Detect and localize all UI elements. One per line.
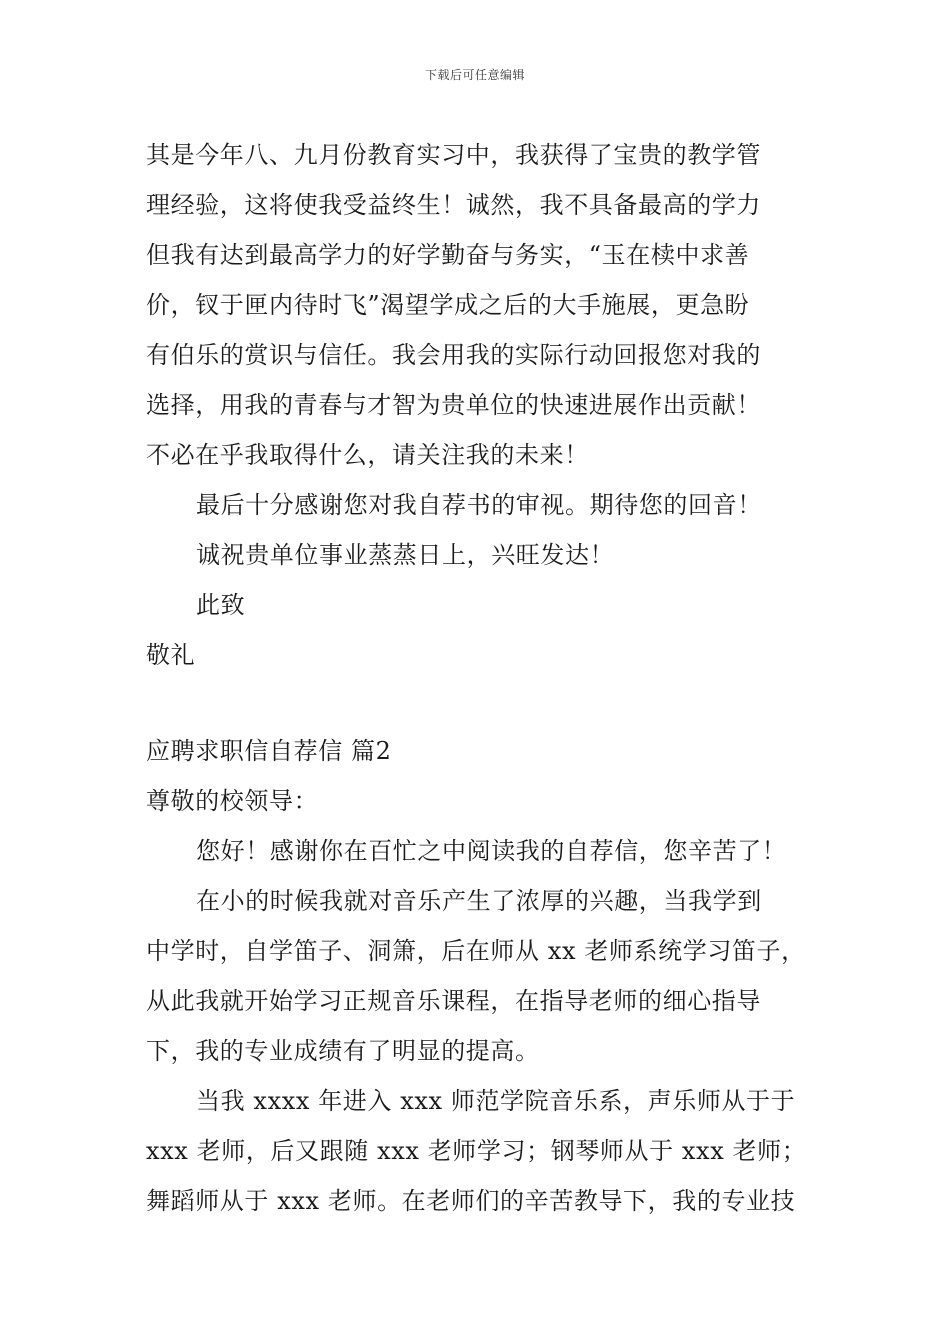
text-line: 中学时，自学笛子、洞箫，后在师从 xx 老师系统学习笛子， xyxy=(146,937,806,965)
text-line: 下，我的专业成绩有了明显的提高。 xyxy=(146,1037,540,1065)
text-line: 不必在乎我取得什么，请关注我的未来！ xyxy=(146,441,589,469)
text-line: 舞蹈师从于 xxx 老师。在老师们的辛苦教导下，我的专业技 xyxy=(146,1187,796,1215)
text-line: 理经验，这将使我受益终生！诚然，我不具备最高的学力 xyxy=(146,191,761,219)
paragraph-continued xyxy=(146,130,826,480)
text-line: 选择，用我的青春与才智为贵单位的快速进展作出贡献！ xyxy=(146,391,761,419)
salutation: 尊敬的校领导： xyxy=(146,787,319,815)
text-line: xxx 老师，后又跟随 xxx 老师学习；钢琴师从于 xxx 老师； xyxy=(146,1137,807,1165)
document-body xyxy=(146,130,826,1226)
closing-jingli: 敬礼 xyxy=(146,641,196,669)
text-line: 从此我就开始学习正规音乐课程，在指导老师的细心指导 xyxy=(146,987,761,1015)
text-line: 其是今年八、九月份教育实习中，我获得了宝贵的教学管 xyxy=(146,141,761,169)
greeting-line: 您好！感谢你在百忙之中阅读我的自荐信，您辛苦了！ xyxy=(196,837,787,865)
text-line: 当我 xxxx 年进入 xxx 师范学院音乐系，声乐师从于于 xyxy=(196,1087,796,1115)
thanks-line: 最后十分感谢您对我自荐书的审视。期待您的回音！ xyxy=(196,491,762,519)
closing-cizhi: 此致 xyxy=(196,591,246,619)
wish-line: 诚祝贵单位事业蒸蒸日上，兴旺发达！ xyxy=(196,541,615,569)
paragraph-music-interest xyxy=(146,876,826,1076)
text-line: 有伯乐的赏识与信任。我会用我的实际行动回报您对我的 xyxy=(146,341,761,369)
section-title: 应聘求职信自荐信 篇2 xyxy=(146,737,392,765)
page-header: 下载后可任意编辑 xyxy=(424,68,525,82)
section-gap xyxy=(146,680,826,726)
paragraph-college xyxy=(146,1076,826,1226)
text-line: 在小的时候我就对音乐产生了浓厚的兴趣，当我学到 xyxy=(196,887,762,915)
text-line: 价，钗于匣内待时飞”渴望学成之后的大手施展，更急盼 xyxy=(146,291,750,319)
text-line: 但我有达到最高学力的好学勤奋与务实，“玉在椟中求善 xyxy=(146,241,750,269)
